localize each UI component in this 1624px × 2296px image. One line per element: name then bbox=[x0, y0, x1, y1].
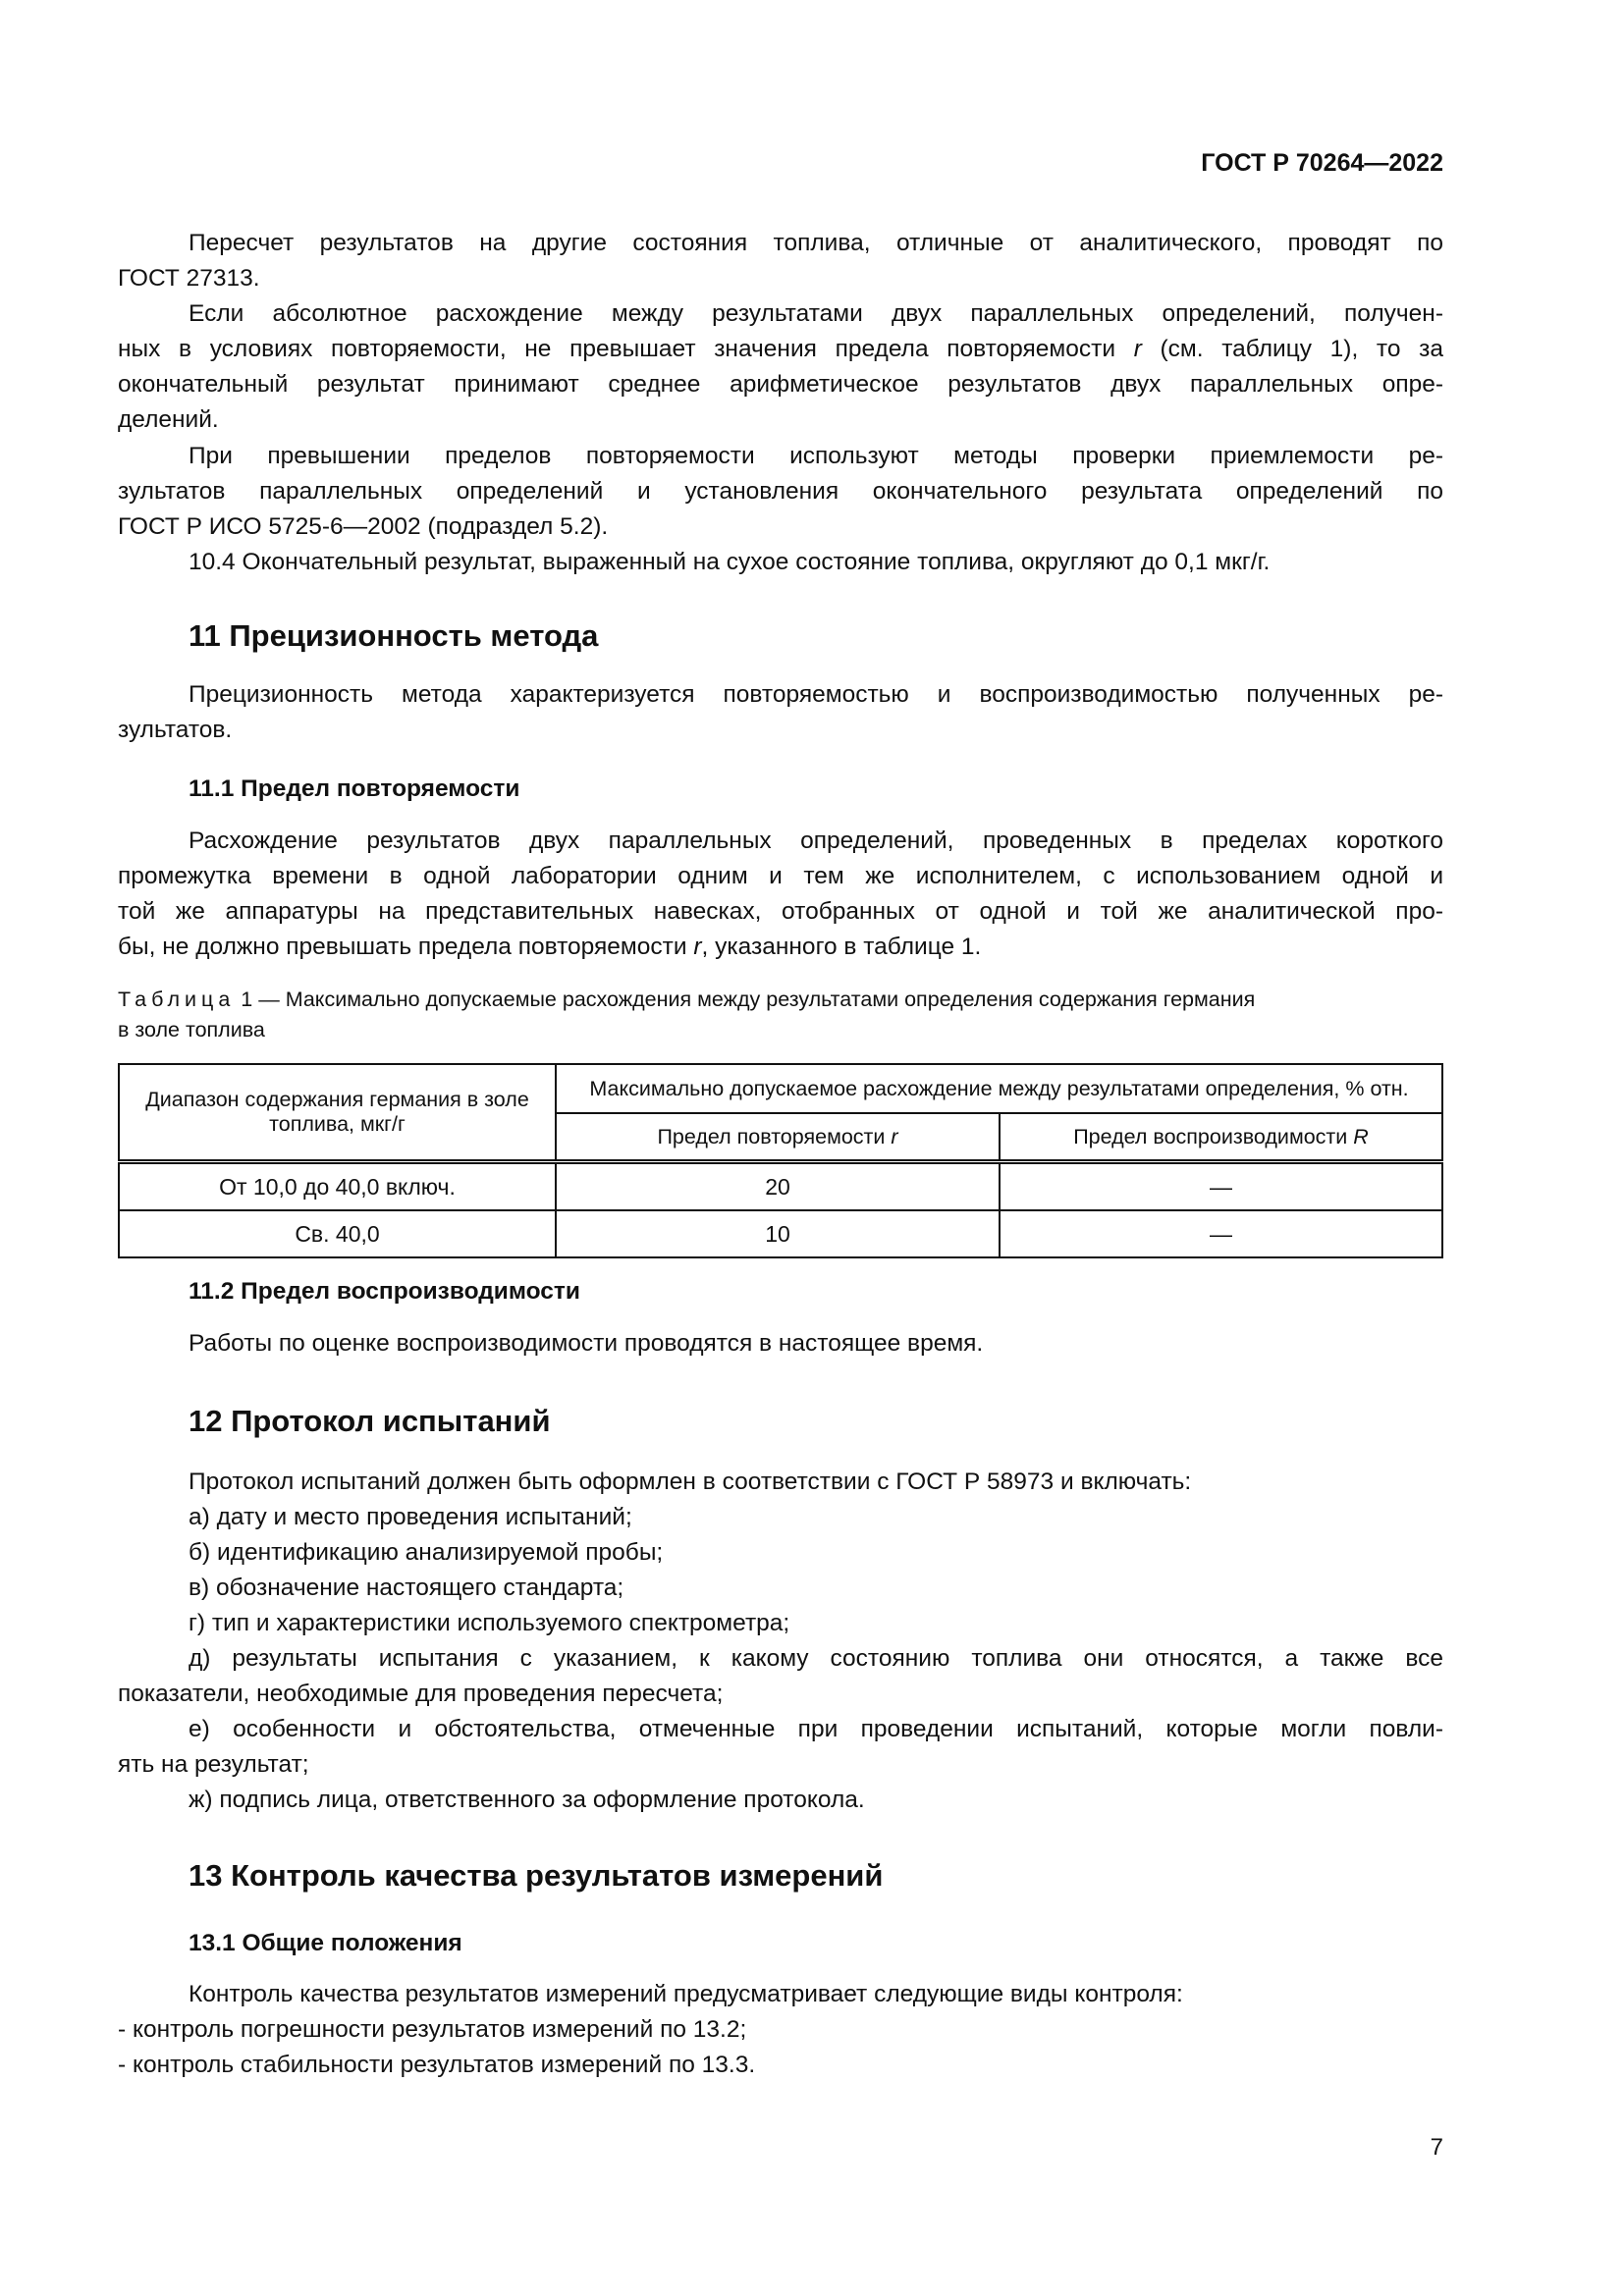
section-12-heading: 12 Протокол испытаний bbox=[189, 1404, 551, 1438]
table-row bbox=[119, 1210, 1442, 1257]
table-row bbox=[119, 1162, 1442, 1211]
list-item: ж) подпись лица, ответственного за оформление протокола. bbox=[189, 1787, 865, 1813]
cell-reproducibility: — bbox=[1000, 1162, 1442, 1211]
list-item-continued: ять на результат; bbox=[118, 1751, 309, 1778]
paragraph-10-4 bbox=[118, 545, 1443, 580]
paragraph-recalculation bbox=[118, 226, 1443, 296]
text-line: зультатов. bbox=[118, 717, 233, 743]
text-line: ГОСТ 27313. bbox=[118, 265, 260, 292]
table-1-caption bbox=[118, 985, 1443, 1045]
section-13-heading: 13 Контроль качества результатов измерений bbox=[189, 1858, 884, 1893]
cell-range: Св. 40,0 bbox=[119, 1210, 556, 1257]
text-line: ГОСТ Р ИСО 5725-6—2002 (подраздел 5.2). bbox=[118, 513, 609, 540]
text-line: зультатов параллельных определений и установления окончательного результата определений по bbox=[118, 478, 1443, 505]
text-line: Если абсолютное расхождение между результатами двух параллельных определений, получен- bbox=[189, 300, 1443, 327]
list-item: а) дату и место проведения испытаний; bbox=[189, 1504, 632, 1530]
column-group-header: Максимально допускаемое расхождение между результатами определения, % отн. bbox=[556, 1064, 1442, 1113]
cell-range: От 10,0 до 40,0 включ. bbox=[119, 1162, 556, 1211]
column-header-repeatability: Предел повторяемости r bbox=[556, 1113, 1000, 1162]
caption-text: 1 — Максимально допускаемые расхождения между результатами определения содержания германия bbox=[235, 988, 1256, 1011]
text-line: Контроль качества результатов измерений предусматривает следующие виды контроля: bbox=[189, 1981, 1183, 2007]
text-line: Работы по оценке воспроизводимости проводятся в настоящее время. bbox=[189, 1330, 984, 1357]
text-line-content: ных в условиях повторяемости, не превышает значения предела повторяемости r (см. таблицу 1), то за bbox=[118, 336, 1443, 362]
text-line: Протокол испытаний должен быть оформлен в соответствии с ГОСТ Р 58973 и включать: bbox=[189, 1468, 1192, 1495]
text-line bbox=[118, 332, 1443, 367]
section-12-list bbox=[118, 1465, 1443, 1818]
list-item-continued: показатели, необходимые для проведения пересчета; bbox=[118, 1681, 724, 1707]
caption-label: Таблица bbox=[118, 988, 236, 1011]
list-item: е) особенности и обстоятельства, отмеченные при проведении испытаний, которые могли повли- bbox=[189, 1716, 1443, 1742]
subsection-11-1-heading: 11.1 Предел повторяемости bbox=[189, 775, 520, 802]
list-item: б) идентификацию анализируемой пробы; bbox=[189, 1539, 664, 1566]
list-item: г) тип и характеристики используемого спектрометра; bbox=[189, 1610, 790, 1636]
table-1 bbox=[118, 1063, 1443, 1258]
cell-repeatability: 20 bbox=[556, 1162, 1000, 1211]
text-line: Расхождение результатов двух параллельных определений, проведенных в пределах короткого bbox=[189, 828, 1443, 854]
section-11-intro bbox=[118, 677, 1443, 748]
list-item: в) обозначение настоящего стандарта; bbox=[189, 1575, 624, 1601]
subsection-11-2-heading: 11.2 Предел воспроизводимости bbox=[189, 1278, 580, 1305]
text-line: 10.4 Окончательный результат, выраженный на сухое состояние топлива, округляют до 0,1 мкг/г. bbox=[189, 549, 1271, 575]
text-line: бы, не должно превышать предела повторяемости r, указанного в таблице 1. bbox=[118, 934, 982, 960]
text-line: Прецизионность метода характеризуется повторяемостью и воспроизводимостью полученных ре- bbox=[189, 681, 1443, 708]
cell-repeatability: 10 bbox=[556, 1210, 1000, 1257]
text-line: окончательный результат принимают среднее арифметическое результатов двух параллельных опре- bbox=[118, 371, 1443, 398]
document-number-header: ГОСТ Р 70264—2022 bbox=[1201, 149, 1443, 177]
subsection-13-1-text bbox=[118, 1977, 1443, 2083]
text-line: той же аппаратуры на представительных навесках, отобранных от одной и той же аналитической про- bbox=[118, 898, 1443, 925]
text-line: промежутка времени в одной лаборатории одним и тем же исполнителем, с использованием одной и bbox=[118, 863, 1443, 889]
list-item: - контроль погрешности результатов измерений по 13.2; bbox=[118, 2016, 747, 2043]
list-item: - контроль стабильности результатов измерений по 13.3. bbox=[118, 2052, 756, 2078]
text-line: делений. bbox=[118, 406, 219, 433]
column-header-reproducibility: Предел воспроизводимости R bbox=[1000, 1113, 1442, 1162]
subsection-11-2-text bbox=[118, 1326, 1443, 1362]
paragraph-repeatability-condition bbox=[118, 296, 1443, 438]
text-line: Пересчет результатов на другие состояния топлива, отличные от аналитического, проводят по bbox=[189, 230, 1443, 256]
cell-reproducibility: — bbox=[1000, 1210, 1442, 1257]
page-number: 7 bbox=[1430, 2134, 1443, 2161]
text-line: При превышении пределов повторяемости используют методы проверки приемлемости ре- bbox=[189, 443, 1443, 469]
subsection-13-1-heading: 13.1 Общие положения bbox=[189, 1930, 462, 1956]
caption-text: в золе топлива bbox=[118, 1018, 265, 1041]
section-11-heading: 11 Прецизионность метода bbox=[189, 618, 599, 653]
paragraph-exceeding-limits bbox=[118, 439, 1443, 545]
subsection-11-1-text bbox=[118, 824, 1443, 965]
list-item: д) результаты испытания с указанием, к какому состоянию топлива они относятся, а также все bbox=[189, 1645, 1443, 1672]
column-header-range: Диапазон содержания германия в золе топлива, мкг/г bbox=[119, 1064, 556, 1162]
